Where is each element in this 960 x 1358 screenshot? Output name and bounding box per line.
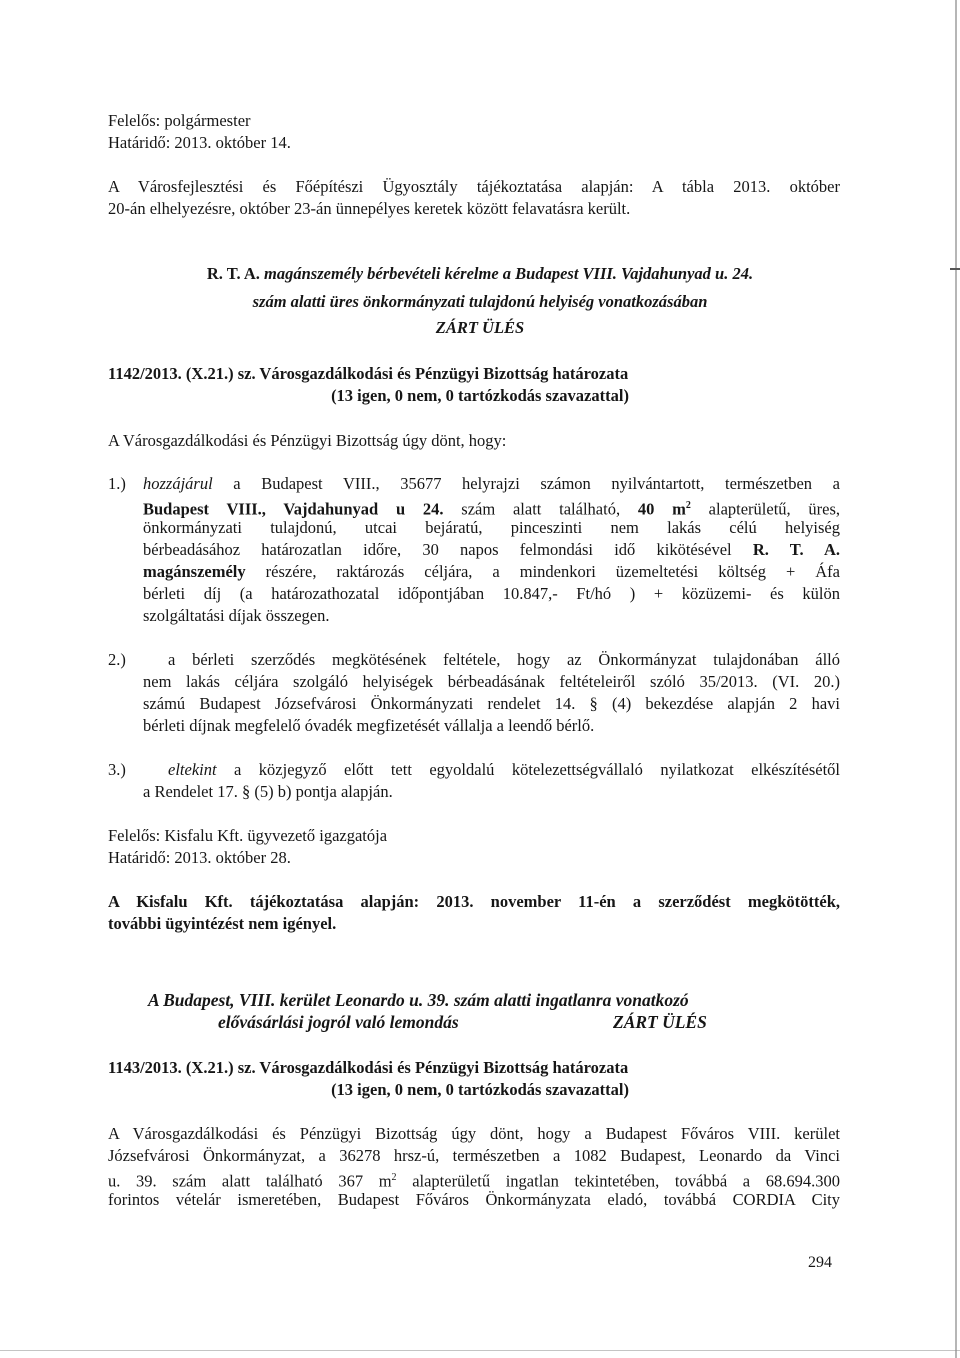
resolution-1-title: Városgazdálkodási és Pénzügyi Bizottság határozata	[259, 364, 629, 383]
item-2-line-1: a bérleti szerződés megkötésének feltétele, hogy az Önkormányzat tulajdonában álló	[168, 650, 840, 669]
info-paragraph-line-2: 20-án elhelyezésre, október 23-án ünnepélyes keretek között felavatásra került.	[108, 199, 631, 218]
heading-1-line-2: szám alatti üres önkormányzati tulajdonú helyiség vonatkozásában	[252, 292, 708, 311]
item-2-number: 2.)	[108, 650, 126, 669]
scan-edge-mark	[950, 268, 960, 270]
item-3-line-1: eltekint a közjegyző előtt tett egyoldalú kötelezettségvállaló nyilatkozat elkészítésétől	[168, 760, 840, 779]
responsible-line-2: Felelős: Kisfalu Kft. ügyvezető igazgatója	[108, 826, 388, 845]
item-1-line-7: szolgáltatási díjak összegen.	[143, 606, 330, 625]
resolution-2-vote: (13 igen, 0 nem, 0 tartózkodás szavazattal)	[331, 1080, 629, 1099]
item-3-verb: eltekint	[168, 760, 217, 779]
item-1-line-1: hozzájárul a Budapest VIII., 35677 helyrajzi számon nyilvántartott, természetben a	[143, 474, 840, 493]
responsible-line-1: Felelős: polgármester	[108, 111, 251, 130]
resolution-1-vote: (13 igen, 0 nem, 0 tartózkodás szavazattal)	[331, 386, 629, 405]
heading-1-subject: magánszemély bérbevételi kérelme a Budapest VIII. Vajdahunyad u. 24.	[264, 264, 754, 283]
heading-2-closed-session: ZÁRT ÜLÉS	[613, 1012, 707, 1032]
resolution-2-header	[108, 1058, 628, 1078]
page-number: 294	[808, 1254, 832, 1271]
info-paragraph-line-1: A Városfejlesztési és Főépítészi Ügyosztály tájékoztatása alapján: A tábla 2013. október	[108, 177, 840, 196]
heading-1-closed-session: ZÁRT ÜLÉS	[435, 318, 525, 337]
resolution-2-title: Városgazdálkodási és Pénzügyi Bizottság határozata	[259, 1058, 629, 1077]
scan-edge-right	[955, 0, 957, 1358]
heading-1-line-1	[0, 264, 960, 284]
resolution-1-intro: A Városgazdálkodási és Pénzügyi Bizottság úgy dönt, hogy:	[108, 431, 507, 450]
deadline-line-1: Határidő: 2013. október 14.	[108, 133, 291, 152]
resolution-1-header	[108, 364, 628, 384]
item-1-number: 1.)	[108, 474, 126, 493]
heading-2-line-2: elővásárlási jogról való lemondás	[218, 1012, 459, 1032]
item-2-line-3: számú Budapest Józsefvárosi Önkormányzati rendelet 14. § (4) bekezdése alapján 2 havi	[143, 694, 840, 713]
result-line-2: további ügyintézést nem igényel.	[108, 914, 337, 933]
item-2-line-2: nem lakás céljára szolgáló helyiségek bérbeadásának feltételeiről szóló 35/2013. (VI. 20.)	[143, 672, 840, 691]
resolution-2-body-line-4: forintos vételár ismeretében, Budapest Főváros Önkormányzata eladó, továbbá CORDIA City	[108, 1190, 840, 1209]
deadline-line-2: Határidő: 2013. október 28.	[108, 848, 291, 867]
item-1-verb: hozzájárul	[143, 474, 213, 493]
heading-1-initials: R. T. A.	[206, 264, 260, 283]
item-3-line-2: a Rendelet 17. § (5) b) pontja alapján.	[143, 782, 393, 801]
resolution-2-body-line-1: A Városgazdálkodási és Pénzügyi Bizottság úgy dönt, hogy a Budapest Főváros VIII. kerület	[108, 1124, 840, 1143]
resolution-2-number: 1143/2013. (X.21.) sz.	[108, 1058, 256, 1077]
item-1-line-2: Budapest VIII., Vajdahunyad u 24. szám alatt található, 40 $m^2$ alapterületű, üres,	[143, 499, 841, 519]
item-1-line-4: bérbeadásához határozatlan időre, 30 napos felmondási idő kikötésével R. T. A.	[143, 540, 841, 559]
result-line-1: A Kisfalu Kft. tájékoztatása alapján: 2013. november 11-én a szerződést megkötötték,	[108, 892, 840, 911]
item-1-line-3: önkormányzati tulajdonú, utcai bejáratú, pinceszinti nem lakás célú helyiség	[143, 518, 840, 537]
resolution-2-body-line-2: Józsefvárosi Önkormányzat, a 36278 hrsz-ú, természetben a 1082 Budapest, Leonardo da Vinci	[108, 1146, 840, 1165]
item-1-line-6: bérleti díj (a határozathozatal időpontjában 10.847,- Ft/hó ) + közüzemi- és külön	[143, 584, 840, 603]
resolution-1-number: 1142/2013. (X.21.) sz.	[108, 364, 256, 383]
resolution-2-body-line-3: u. 39. szám alatt található 367 $m^2$ alapterületű ingatlan tekintetében, továbbá a 68.694.300	[108, 1171, 840, 1191]
item-3-number: 3.)	[108, 760, 126, 779]
item-2-line-4: bérleti díjnak megfelelő óvadék megfizetését vállalja a leendő bérlő.	[143, 716, 595, 735]
heading-2-line-1: A Budapest, VIII. kerület Leonardo u. 39. szám alatti ingatlanra vonatkozó	[148, 990, 689, 1010]
scan-edge-bottom	[0, 1350, 960, 1351]
item-1-line-5: magánszemély részére, raktározás céljára, a mindenkori üzemeltetési költség + Áfa	[143, 562, 840, 581]
